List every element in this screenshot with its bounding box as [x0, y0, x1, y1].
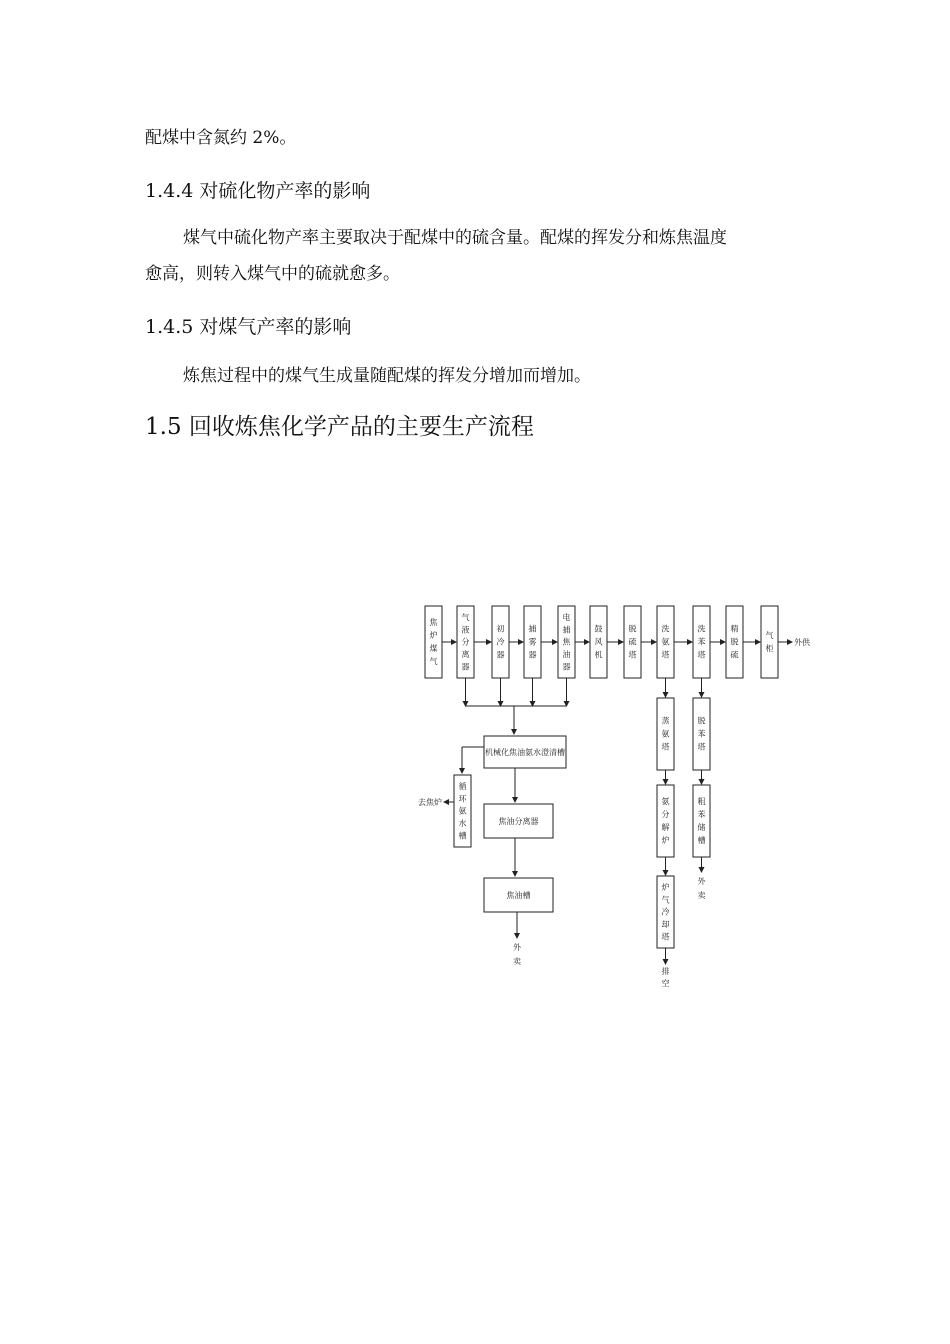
paragraph-sulfide-line2: 愈高，则转入煤气中的硫就愈多。 — [145, 264, 400, 284]
box-circulating-ammonia-tank-char: 水 — [458, 819, 467, 829]
box-primary-cooler-char: 初 — [496, 624, 505, 634]
box-desulfurization-tower-char: 硫 — [628, 637, 637, 647]
box-fine-desulfurization-char: 精 — [730, 624, 739, 634]
label-benzene-output-char: 卖 — [697, 891, 706, 900]
box-ammonia-stripper — [657, 698, 674, 770]
box-crude-benzene-tank-char: 储 — [697, 823, 706, 833]
box-ammonia-washing-tower-char: 塔 — [661, 650, 670, 660]
label-ammonia-output-char: 空 — [661, 979, 670, 988]
label-tar-output-char: 外 — [513, 943, 521, 952]
box-gas-liquid-separator-char: 器 — [461, 662, 470, 672]
box-electric-tar-precipitator-char: 捕 — [562, 625, 571, 635]
box-furnace-gas-cooler-char: 却 — [661, 920, 670, 930]
box-ammonia-washing-tower — [657, 606, 674, 678]
label-ammonia-output-char: 排 — [661, 967, 670, 976]
box-electric-tar-precipitator-char: 油 — [562, 650, 571, 660]
box-tar-separator — [484, 804, 553, 838]
box-ammonia-decomposer-char: 炉 — [661, 836, 670, 846]
paragraph-nitrogen: 配煤中含氮约 2%。 — [145, 128, 297, 148]
box-electric-tar-precipitator-char: 电 — [562, 612, 571, 622]
box-primary-cooler — [492, 606, 509, 678]
box-ammonia-stripper-char: 蒸 — [661, 716, 670, 726]
box-ammonia-decomposer — [657, 785, 674, 857]
box-gas-liquid-separator — [457, 606, 474, 678]
box-ammonia-stripper-char: 塔 — [661, 742, 670, 752]
box-benzene-washing-tower — [693, 606, 710, 678]
label-tar-output-char: 卖 — [513, 957, 521, 966]
box-fine-desulfurization-char: 硫 — [730, 650, 739, 660]
box-crude-benzene-tank-char: 槽 — [697, 836, 706, 846]
box-gas-liquid-separator-char: 液 — [461, 625, 470, 635]
box-crude-benzene-tank — [693, 785, 710, 857]
box-fine-desulfurization-char: 脱 — [730, 637, 739, 647]
heading-1-4-5: 1.4.5 对煤气产率的影响 — [145, 316, 352, 338]
box-ammonia-decomposer-char: 分 — [661, 810, 670, 820]
box-electric-tar-precipitator — [558, 606, 575, 678]
box-electric-tar-precipitator-char: 焦 — [562, 637, 571, 647]
box-desulfurization-tower-char: 脱 — [628, 624, 637, 634]
box-furnace-gas-cooler-char: 气 — [661, 895, 670, 905]
box-circulating-ammonia-tank-char: 环 — [458, 794, 467, 804]
box-gas-tank-char: 柜 — [765, 644, 774, 654]
heading-1-4-4: 1.4.4 对硫化物产率的影响 — [145, 180, 371, 202]
box-ammonia-washing-tower-char: 氨 — [661, 637, 670, 647]
box-electric-tar-precipitator-char: 器 — [562, 662, 571, 672]
box-tar-tank-label: 焦油槽 — [506, 891, 531, 900]
paragraph-sulfide-line1: 煤气中硫化物产率主要取决于配煤中的硫含量。配煤的挥发分和炼焦温度 — [183, 228, 727, 248]
box-tar-separator-label: 焦油分离器 — [498, 817, 539, 826]
box-furnace-gas-cooler-char: 冷 — [661, 907, 670, 917]
box-desulfurization-tower — [624, 606, 641, 678]
label-benzene-output — [698, 876, 707, 900]
box-gas-liquid-separator-char: 气 — [461, 612, 470, 622]
label-top-output: 外供 — [794, 638, 810, 647]
box-circulating-ammonia-tank-char: 氨 — [458, 806, 467, 816]
box-blower — [590, 606, 607, 678]
box-debenzolization-tower — [693, 698, 710, 770]
box-ammonia-stripper-char: 氨 — [661, 729, 670, 739]
box-primary-cooler-char: 冷 — [496, 637, 505, 647]
box-circulating-ammonia-tank — [454, 775, 471, 847]
box-mist-catcher — [524, 606, 541, 678]
box-gas-tank-char: 气 — [765, 631, 774, 641]
box-gas-liquid-separator-char: 离 — [461, 650, 470, 660]
box-primary-cooler-char: 器 — [496, 650, 505, 660]
box-benzene-washing-tower-char: 塔 — [697, 650, 706, 660]
box-ammonia-decomposer-char: 解 — [661, 823, 670, 833]
box-crude-benzene-tank-char: 粗 — [697, 797, 706, 807]
box-clarifier-tank — [484, 736, 566, 768]
box-benzene-washing-tower-char: 苯 — [697, 637, 706, 647]
box-gas-tank — [761, 606, 778, 678]
box-furnace-gas-cooler-char: 炉 — [661, 882, 670, 892]
box-blower-char: 鼓 — [594, 624, 603, 634]
box-debenzolization-tower-char: 塔 — [697, 742, 706, 752]
box-ammonia-decomposer-char: 氨 — [661, 797, 670, 807]
label-ammonia-output — [662, 966, 670, 988]
box-mist-catcher-char: 捕 — [528, 624, 537, 634]
box-furnace-gas-cooler-char: 塔 — [661, 932, 670, 942]
box-mist-catcher-char: 器 — [528, 650, 537, 660]
box-coke-oven-gas — [425, 606, 442, 678]
box-blower-char: 风 — [594, 637, 603, 647]
box-circulating-ammonia-tank-char: 循 — [458, 781, 467, 791]
label-benzene-output-char: 外 — [697, 877, 706, 886]
box-debenzolization-tower-char: 脱 — [697, 716, 706, 726]
box-coke-oven-gas-char: 焦 — [429, 618, 438, 628]
box-coke-oven-gas-char: 炉 — [429, 631, 438, 641]
box-furnace-gas-cooler — [657, 876, 674, 948]
box-crude-benzene-tank-char: 苯 — [697, 810, 706, 820]
box-tar-tank — [484, 878, 553, 912]
box-coke-oven-gas-char: 煤 — [429, 644, 438, 654]
box-blower-char: 机 — [594, 650, 603, 660]
box-clarifier-tank-label: 机械化焦油氨水澄清槽 — [485, 748, 565, 757]
paragraph-gas-yield: 炼焦过程中的煤气生成量随配煤的挥发分增加而增加。 — [183, 366, 591, 386]
box-circulating-ammonia-tank-char: 槽 — [458, 831, 467, 841]
label-to-coke-oven: 去焦炉 — [418, 798, 442, 807]
box-mist-catcher-char: 雾 — [528, 637, 537, 647]
box-desulfurization-tower-char: 塔 — [628, 650, 637, 660]
box-fine-desulfurization — [726, 606, 743, 678]
box-coke-oven-gas-char: 气 — [429, 657, 438, 667]
heading-1-5: 1.5 回收炼焦化学产品的主要生产流程 — [145, 414, 534, 440]
box-gas-liquid-separator-char: 分 — [461, 637, 470, 647]
box-ammonia-washing-tower-char: 洗 — [661, 624, 670, 634]
box-benzene-washing-tower-char: 洗 — [697, 624, 706, 634]
box-debenzolization-tower-char: 苯 — [697, 729, 706, 739]
label-tar-output — [513, 942, 522, 966]
